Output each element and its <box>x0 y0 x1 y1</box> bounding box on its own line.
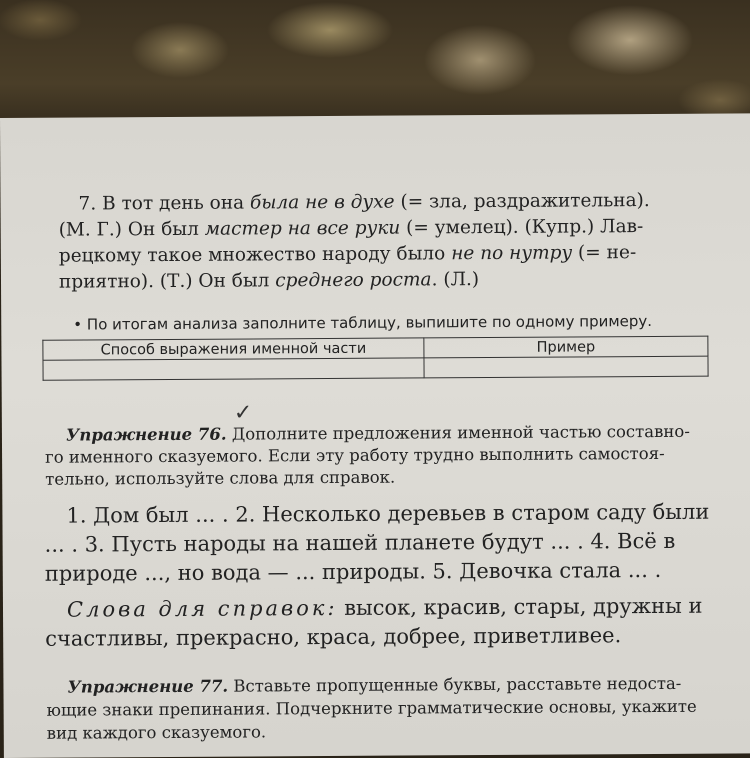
reference-words-line-1: Слова для справок: высок, красив, стары, дружны и <box>66 593 703 622</box>
textbook-page <box>0 113 750 758</box>
table-cell-empty-2[interactable] <box>424 356 708 378</box>
exercise-76-line-2: го именного сказуемого. Если эту работу трудно выполнить самостоя- <box>45 443 665 467</box>
exercise-76-line-1: Упражнение 76. Дополните предложения именной частью составно- <box>65 421 690 445</box>
exercise-7-line-4: приятно). (Т.) Он был среднего роста. (Л.) <box>58 269 480 293</box>
exercise-77-line-1: Упражнение 77. Вставьте пропущенные буквы, расставьте недоста- <box>67 673 682 697</box>
exercise-76-sentences-line-2: ... . 3. Пусть народы на нашей планете будут ... . 4. Всё в <box>44 528 676 557</box>
table-header-example: Пример <box>424 336 708 358</box>
exercise-7-line-3: рецкому такое множество народу было не по нутру (= не- <box>58 242 637 267</box>
table-cell-empty-1[interactable] <box>43 358 424 380</box>
exercise-7-line-2: (М. Г.) Он был мастер на все руки (= умелец). (Купр.) Лав- <box>58 216 644 241</box>
table-header-method: Способ выражения именной части <box>43 338 424 360</box>
exercise-77-line-3: вид каждого сказуемого. <box>46 722 267 743</box>
exercise-76-sentences-line-3: природе ..., но вода — ... природы. 5. Девочка стала ... . <box>44 557 662 586</box>
task-bullet: • По итогам анализа заполните таблицу, выпишите по одному примеру. <box>73 312 653 334</box>
exercise-77-line-2: ющие знаки препинания. Подчеркните грамматические основы, укажите <box>46 696 697 720</box>
exercise-76-line-3: тельно, используйте слова для справок. <box>45 467 396 489</box>
reference-words-line-2: счастливы, прекрасно, краса, добрее, приветливее. <box>45 623 622 651</box>
answer-table <box>42 336 708 381</box>
pencil-checkmark-icon: ✓ <box>233 400 253 426</box>
exercise-7-line-1: 7. В тот день она была не в духе (= зла, раздражительна). <box>78 190 650 215</box>
exercise-76-sentences-line-1: 1. Дом был ... . 2. Несколько деревьев в старом саду были <box>66 499 710 528</box>
